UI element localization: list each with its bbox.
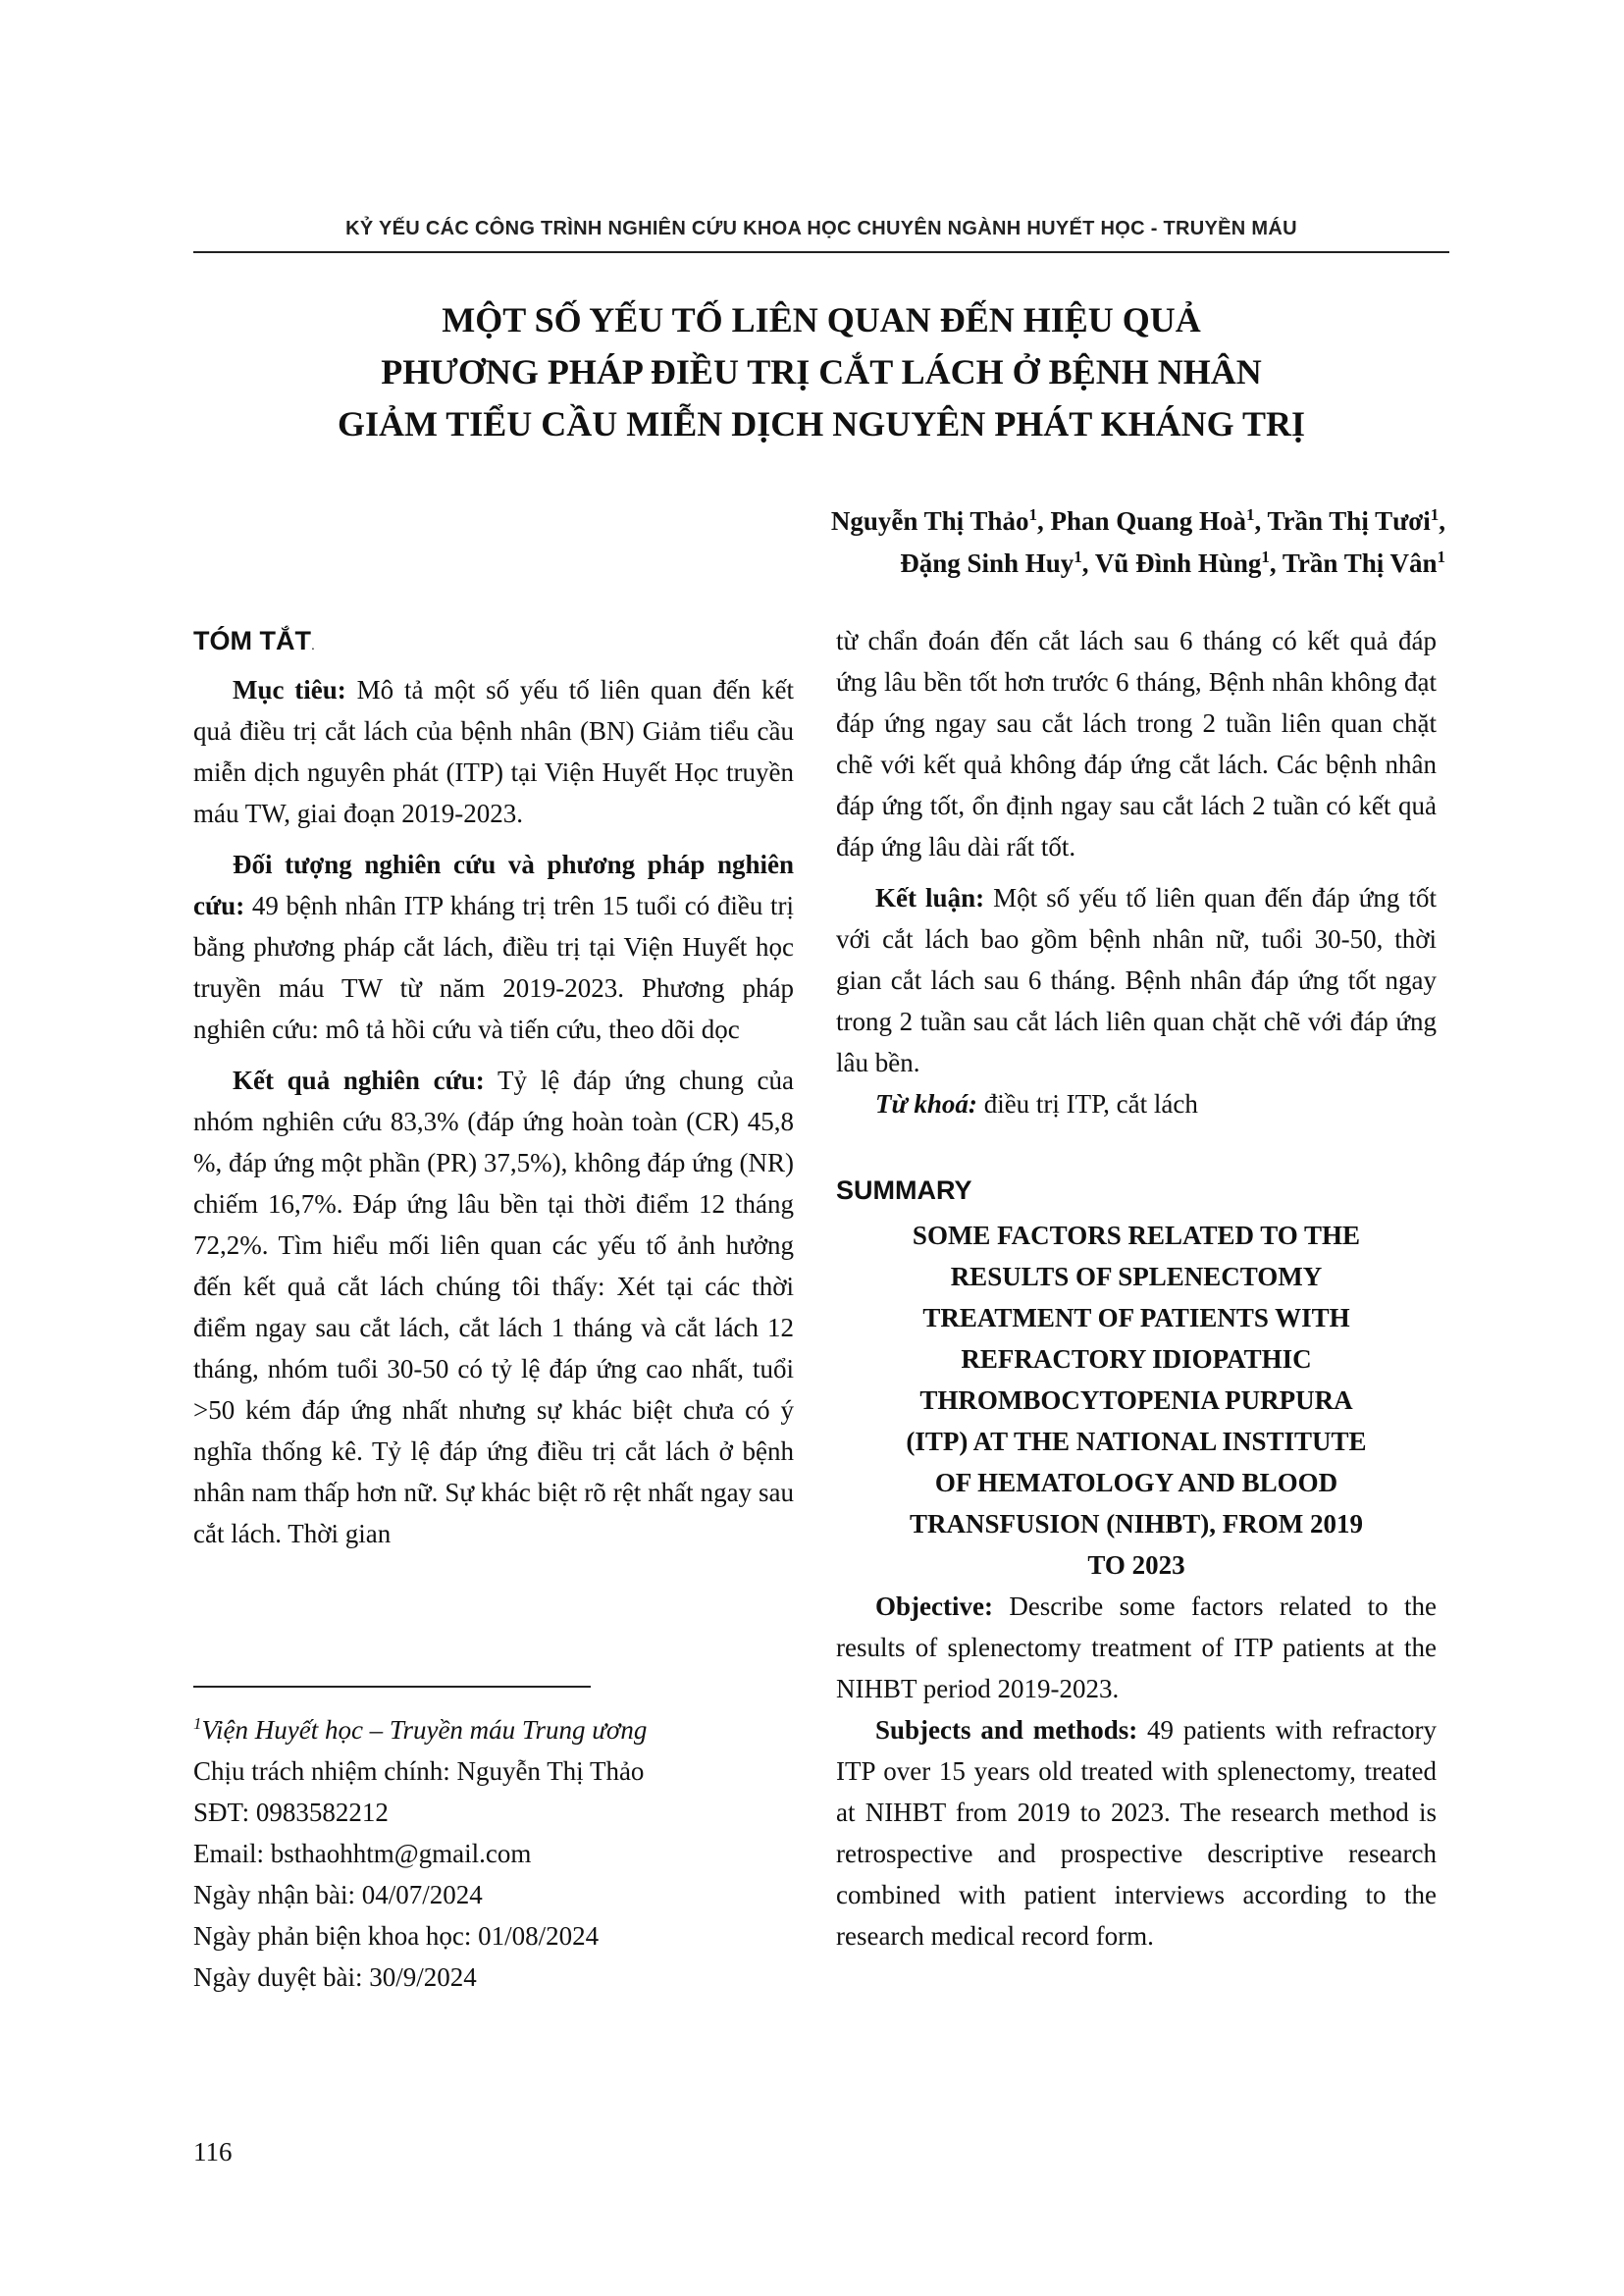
results-text: Tỷ lệ đáp ứng chung của nhóm nghiên cứu 83,3% (đáp ứng hoàn toàn (CR) 45,8 %, đáp ứng một phần (PR) 37,5%), không đáp ứng (NR) chiếm 16,7%. Đáp ứng lâu bền tại thời điểm 12 tháng 72,2%. Tìm hiểu mối liên quan các yếu tố ảnh hưởng đến kết quả cắt lách chúng tôi thấy: Xét tại các thời điểm ngay sau cắt lách, cắt lách 1 tháng và cắt lách 12 tháng, nhóm tuổi 30-50 có tỷ lệ đáp ứng cao nhất, tuổi >50 kém đáp ứng nhất nhưng sự khác biệt chưa có ý nghĩa thống kê. Tỷ lệ đáp ứng điều trị cắt lách ở bệnh nhân nam thấp hơn nữ. Sự khác biệt rõ rệt nhất ngay sau cắt lách. Thời gian [193, 1066, 794, 1548]
affiliation-footnote [193, 1709, 821, 1750]
author-line-2: Đặng Sinh Huy$^1$, Vũ Đình Hùng$^1$, Trần Thị Vân$^1$ [900, 548, 1445, 578]
english-title-line: TREATMENT OF PATIENTS WITH [922, 1303, 1350, 1332]
affiliation-mark: 1 [1074, 548, 1082, 566]
affiliation-mark: 1 [1246, 505, 1255, 524]
affiliation-mark: 1 [1028, 505, 1037, 524]
results-continued: từ chẩn đoán đến cắt lách sau 6 tháng có kết quả đáp ứng lâu bền tốt hơn trước 6 tháng, Bệnh nhân không đạt đáp ứng ngay sau cắt lách trong 2 tuần liên quan chặt chẽ với kết quả không đáp ứng cắt lách. Các bệnh nhân đáp ứng tốt, ổn định ngay sau cắt lách 2 tuần có kết quả đáp ứng lâu dài rất tốt. [836, 626, 1437, 861]
english-title-line: THROMBOCYTOPENIA PURPURA [919, 1385, 1353, 1415]
english-title-line: OF HEMATOLOGY AND BLOOD [934, 1468, 1338, 1497]
methods-label: Đối tượng nghiên cứu và phương pháp nghiên cứu: [193, 850, 794, 920]
email-address: Email: bsthaohhtm@gmail.com [193, 1839, 532, 1868]
affiliation-mark: 1 [1437, 548, 1445, 566]
affiliation-mark: 1 [193, 1714, 202, 1733]
title-line: GIẢM TIỂU CẦU MIỄN DỊCH NGUYÊN PHÁT KHÁNG TRỊ [337, 404, 1306, 444]
title-line: PHƯƠNG PHÁP ĐIỀU TRỊ CẮT LÁCH Ở BỆNH NHÂN [381, 352, 1262, 391]
author-line-1: Nguyễn Thị Thảo$^1$, Phan Quang Hoà$^1$, Trần Thị Tươi$^1$, [830, 505, 1445, 536]
summary-heading: SUMMARY [836, 1175, 972, 1205]
author-name: Trần Thị Tươi [1267, 506, 1431, 536]
english-title-line: REFRACTORY IDIOPATHIC [961, 1344, 1312, 1374]
footnotes [193, 1709, 821, 1998]
responsible-author: Chịu trách nhiệm chính: Nguyễn Thị Thảo [193, 1756, 645, 1786]
conclusion-text: Một số yếu tố liên quan đến đáp ứng tốt với cắt lách bao gồm bệnh nhân nữ, tuổi 30-50, thời gian cắt lách sau 6 tháng. Bệnh nhân đáp ứng tốt ngay trong 2 tuần sau cắt lách liên quan chặt chẽ với đáp ứng lâu bền. [836, 883, 1437, 1077]
header-rule [193, 251, 1449, 253]
right-column [836, 620, 1437, 1957]
keywords-paragraph [836, 1083, 1437, 1124]
methods-text: 49 bệnh nhân ITP kháng trị trên 15 tuổi có điều trị bằng phương pháp cắt lách, điều trị tại Viện Huyết học truyền máu TW từ năm 2019-2023. Phương pháp nghiên cứu: mô tả hồi cứu và tiến cứu, theo dõi dọc [193, 891, 794, 1044]
running-head: KỶ YẾU CÁC CÔNG TRÌNH NGHIÊN CỨU KHOA HỌC CHUYÊN NGÀNH HUYẾT HỌC - TRUYỀN MÁU [345, 218, 1297, 239]
article-title [193, 294, 1449, 450]
affiliation-mark: 1 [1261, 548, 1270, 566]
phone-number: SĐT: 0983582212 [193, 1798, 389, 1827]
en-objective-label: Objective: [875, 1592, 993, 1621]
abstract-heading: TÓM TẮT. [193, 626, 315, 655]
footnote-rule [193, 1686, 591, 1688]
english-title [836, 1215, 1437, 1586]
left-column [193, 620, 794, 1554]
author-list [831, 500, 1445, 585]
en-methods-paragraph [836, 1709, 1437, 1957]
en-objective-text: Describe some factors related to the results of splenectomy treatment of ITP patients at the NIHBT period 2019-2023. [836, 1592, 1437, 1703]
english-title-line: (ITP) AT THE NATIONAL INSTITUTE [906, 1427, 1367, 1456]
keywords-label: Từ khoá: [875, 1089, 977, 1119]
affiliation-text: Viện Huyết học – Truyền máu Trung ương [201, 1715, 648, 1745]
accepted-date: Ngày duyệt bài: 30/9/2024 [193, 1962, 477, 1992]
english-title-line: TO 2023 [1087, 1550, 1185, 1580]
en-objective-paragraph [836, 1586, 1437, 1709]
results-label: Kết quả nghiên cứu: [233, 1066, 485, 1095]
keywords-text: điều trị ITP, cắt lách [976, 1089, 1198, 1119]
author-name: Đặng Sinh Huy [900, 548, 1074, 578]
methods-paragraph [193, 844, 794, 1050]
conclusion-paragraph [836, 877, 1437, 1083]
english-title-line: TRANSFUSION (NIHBT), FROM 2019 [909, 1509, 1364, 1539]
conclusion-label: Kết luận: [875, 883, 985, 913]
received-date: Ngày nhận bài: 04/07/2024 [193, 1880, 483, 1909]
affiliation-mark: 1 [1430, 505, 1440, 524]
en-methods-label: Subjects and methods: [875, 1715, 1138, 1745]
objective-paragraph [193, 669, 794, 834]
results-paragraph [193, 1060, 794, 1554]
author-name: Phan Quang Hoà [1050, 506, 1247, 536]
author-name: Vũ Đình Hùng [1094, 548, 1262, 578]
objective-text: Mô tả một số yếu tố liên quan đến kết quả điều trị cắt lách của bệnh nhân (BN) Giảm tiểu cầu miễn dịch nguyên phát (ITP) tại Viện Huyết Học truyền máu TW, giai đoạn 2019-2023. [193, 675, 794, 828]
objective-label: Mục tiêu: [233, 675, 346, 704]
page-number: 116 [193, 2137, 233, 2166]
review-date: Ngày phản biện khoa học: 01/08/2024 [193, 1921, 600, 1951]
english-title-line: RESULTS OF SPLENECTOMY [950, 1262, 1323, 1291]
english-title-line: SOME FACTORS RELATED TO THE [912, 1221, 1361, 1250]
author-name: Trần Thị Vân [1282, 548, 1438, 578]
author-name: Nguyễn Thị Thảo [830, 506, 1029, 536]
title-line: MỘT SỐ YẾU TỐ LIÊN QUAN ĐẾN HIỆU QUẢ [442, 300, 1201, 339]
en-methods-text: 49 patients with refractory ITP over 15 years old treated with splenectomy, treated at NIHBT from 2019 to 2023. The research method is retrospective and prospective descriptive research combined with patient interviews according to the research medical record form. [836, 1715, 1437, 1951]
